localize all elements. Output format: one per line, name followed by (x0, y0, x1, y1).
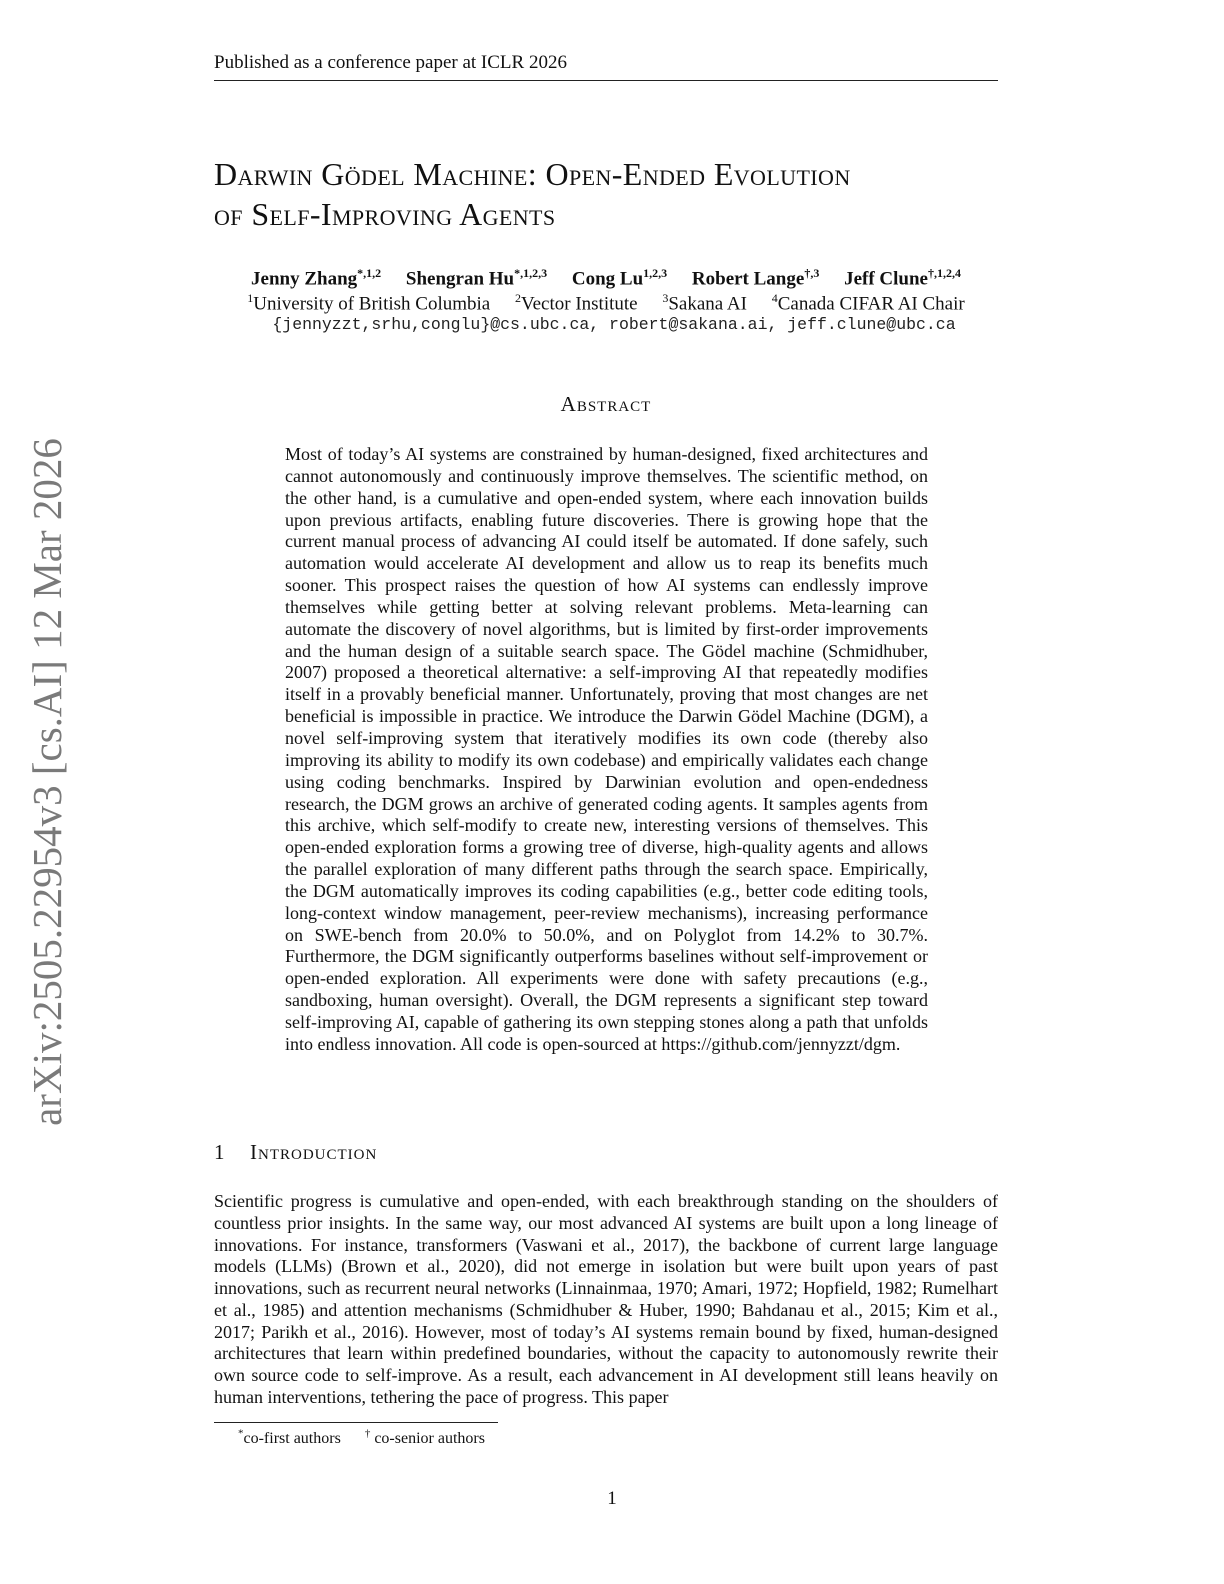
footnotes (238, 1428, 505, 1448)
author-list (214, 266, 998, 290)
footnote-rule (214, 1422, 498, 1423)
running-header: Published as a conference paper at ICLR 2026 (214, 52, 998, 81)
arxiv-identifier: arXiv:2505.22954v3 [cs.AI] 12 Mar 2026 (24, 438, 70, 1126)
author: Jeff Clune$^{\dagger,1,2,4}$ (844, 266, 961, 290)
introduction-text: Scientific progress is cumulative and open-ended, with each breakthrough standing on the shoulders of countless prior insights. In the same way, our most advanced AI systems are built upon a long lineage of innovations. For instance, transformers (Vaswani et al., 2017), the backbone of current large language models (LLMs) (Brown et al., 2020), did not emerge in isolation but were built upon years of past innovations, such as recurrent neural networks (Linnainmaa, 1970; Amari, 1972; Hopfield, 1982; Rumelhart et al., 1985) and attention mechanisms (Schmidhuber & Huber, 1990; Bahdanau et al., 2015; Kim et al., 2017; Parikh et al., 2016). However, most of today’s AI systems remain bound by fixed, human-designed architectures that learn within predefined boundaries, without the capacity to autonomously rewrite their own source code to self-improve. As a result, each advancement in AI development still leans heavily on human interventions, tethering the pace of progress. This paper (214, 1191, 998, 1407)
paper-title (214, 154, 1014, 234)
affiliation: $^2$Vector Institute (514, 291, 638, 315)
title-line-2: of Self-Improving Agents (214, 196, 556, 232)
author: Cong Lu$^{1,2,3}$ (571, 266, 668, 290)
affiliation: $^3$Sakana AI (662, 291, 747, 315)
author: Jenny Zhang$^{*,1,2}$ (251, 266, 382, 290)
section-title: Introduction (250, 1140, 378, 1164)
footnote: *co-first authors (238, 1428, 341, 1448)
page-number: 1 (607, 1488, 617, 1509)
affiliation: $^1$University of British Columbia (247, 291, 491, 315)
author-emails: {jennyzzt,srhu,conglu}@cs.ubc.ca, robert@sakana.ai, jeff.clune@ubc.ca (272, 315, 956, 334)
author: Robert Lange$^{\dagger,3}$ (691, 266, 820, 290)
affiliation: $^4$Canada CIFAR AI Chair (771, 291, 965, 315)
footnote: † co-senior authors (364, 1428, 485, 1448)
section-heading (214, 1140, 377, 1165)
section-number: 1 (214, 1140, 226, 1164)
abstract-text: Most of today’s AI systems are constrained by human-designed, fixed architectures and cannot autonomously and continuously improve themselves. The scientific method, on the other hand, is a cumulative and open-ended system, where each innovation builds upon previous artifacts, enabling future discoveries. There is growing hope that the current manual process of advancing AI could itself be automated. If done safely, such automation would accelerate AI development and allow us to reap its benefits much sooner. This prospect raises the question of how AI systems can endlessly improve themselves while getting better at solving relevant problems. Meta-learning can automate the discovery of novel algorithms, but is limited by first-order improvements and the human design of a suitable search space. The Gödel machine (Schmidhuber, 2007) proposed a theoretical alternative: a self-improving AI that repeatedly modifies itself in a provably beneficial manner. Unfortunately, proving that most changes are net beneficial is impossible in practice. We introduce the Darwin Gödel Machine (DGM), a novel self-improving system that iteratively modifies its own code (thereby also improving its ability to modify its own codebase) and empirically validates each change using coding benchmarks. Inspired by Darwinian evolution and open-endedness research, the DGM grows an archive of generated coding agents. It samples agents from this archive, which self-modify to create new, interesting versions of themselves. This open-ended exploration forms a growing tree of diverse, high-quality agents and allows the parallel exploration of many different paths through the search space. Empirically, the DGM automatically improves its coding capabilities (e.g., better code editing tools, long-context window management, peer-review mechanisms), increasing performance on SWE-bench from 20.0% to 50.0%, and on Polyglot from 14.2% to 30.7%. Furthermore, the DGM significantly outperforms baselines without self-improvement or open-ended exploration. All experiments were done with safety precautions (e.g., sandboxing, human oversight). Overall, the DGM represents a significant step toward self-improving AI, capable of gathering its own stepping stones along a path that unfolds into endless innovation. All code is open-sourced at https://github.com/jennyzzt/dgm. (285, 444, 928, 1054)
author: Shengran $Hu^{*,1,2,3}$ (405, 266, 548, 290)
abstract-heading: Abstract (560, 392, 652, 416)
affiliation-list (214, 291, 998, 315)
title-line-1: Darwin Gödel Machine: Open-Ended Evolution (214, 156, 851, 192)
